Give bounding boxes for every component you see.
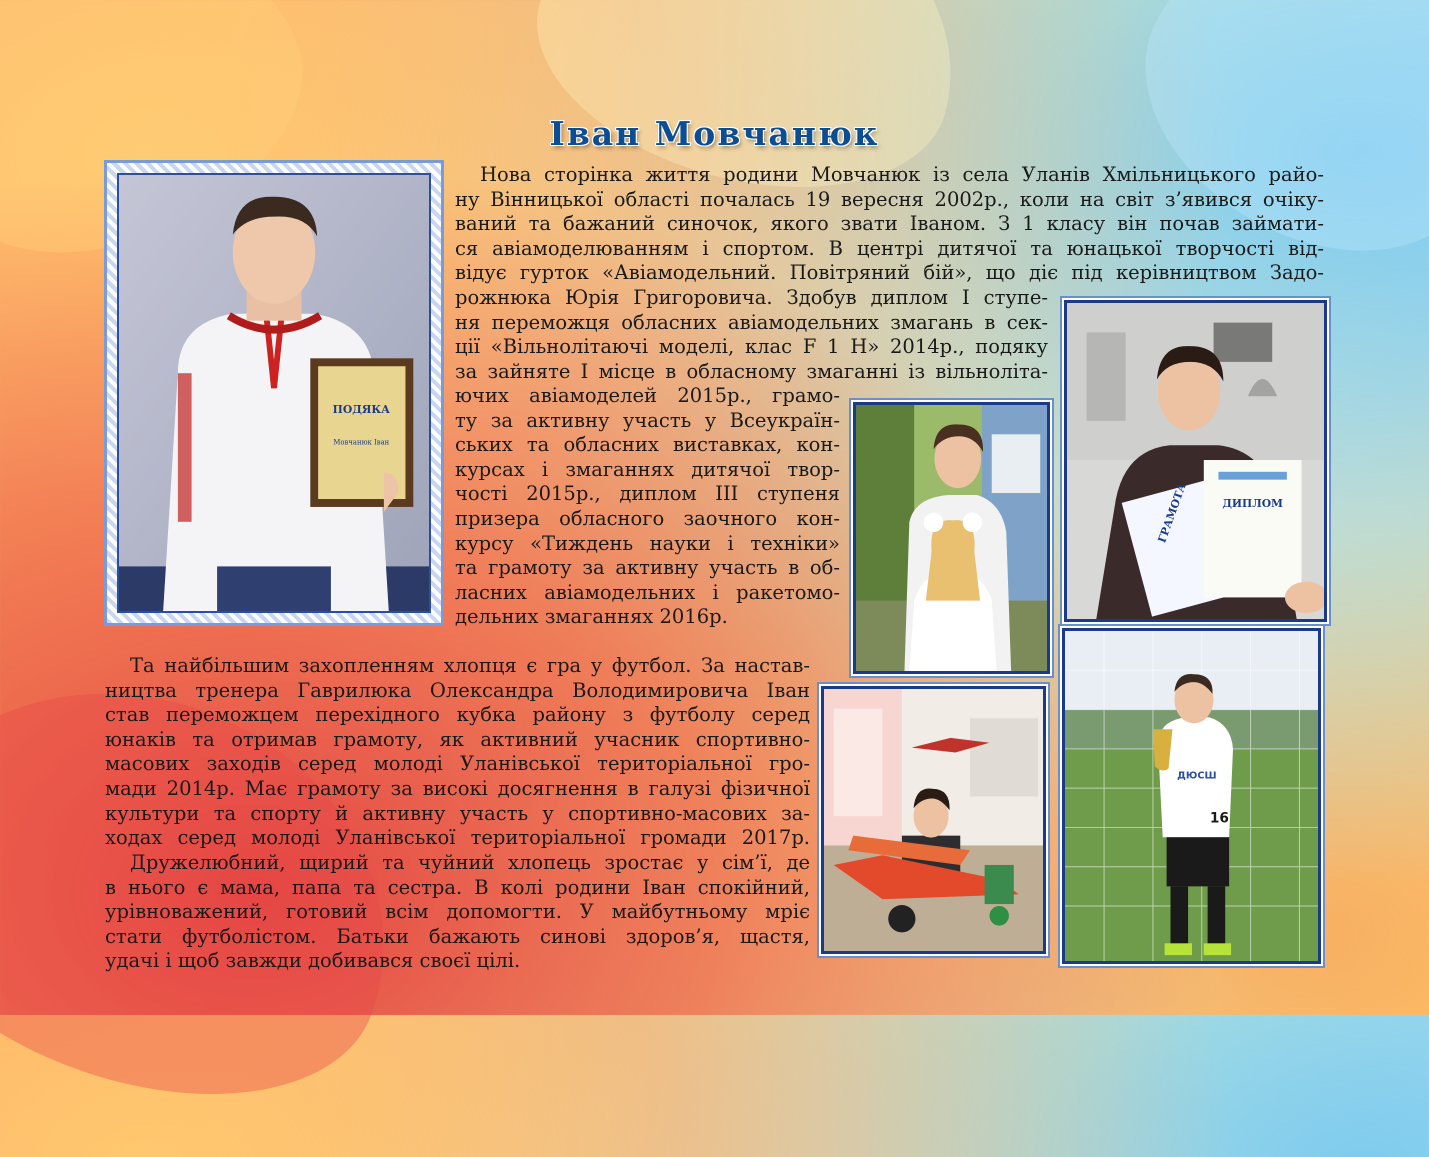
- text-line: курсах і змаганнях дитячої твор-: [455, 457, 840, 481]
- text-line: відує гурток «Авіамодельний. Повітряний бій», що діє під керівництвом Задо-: [455, 261, 1324, 285]
- text-line: Дружелюбний, щирий та чуйний хлопець зростає у сім’ї, де: [130, 851, 810, 874]
- text-line: масових заходів серед молоді Уланівської територіальної гро-: [105, 752, 810, 776]
- text-line: та грамоту за активну участь в об-: [455, 556, 840, 580]
- paragraph-2: [105, 654, 810, 851]
- text-line: ласних авіамодельних і ракетомо-: [455, 580, 840, 604]
- page-title: Іван Мовчанюк: [549, 114, 880, 154]
- text-line: культури та спорту й активну участь у спортивно-масових за-: [105, 801, 810, 825]
- plaque-heading: ПОДЯКА: [332, 402, 390, 416]
- paragraph-3: [105, 851, 810, 974]
- plaque-name: Мовчанюк Іван: [333, 438, 390, 447]
- text-line: призера обласного заочного кон-: [455, 506, 840, 530]
- photo-airplane-model: [821, 686, 1046, 954]
- portrait-photo: [119, 175, 429, 611]
- text-line: чості 2015р., диплом ІІІ ступеня: [455, 482, 840, 506]
- text-line: ня переможця обласних авіамодельних змагань в сек-: [455, 310, 1048, 334]
- text-line: ваний та бажаний синочок, якого звати Іваном. З 1 класу він почав займати-: [455, 212, 1324, 236]
- text-line: стати футболістом. Батьки бажають синові здоров’я, щастя,: [105, 924, 810, 948]
- text-line: ся авіамоделюванням і спортом. В центрі дитячої та юнацької творчості від-: [455, 236, 1324, 260]
- paragraph-1: [455, 163, 1324, 286]
- photo-with-sister: [853, 402, 1050, 674]
- text-line: ту за активну участь у Всеукраїн-: [455, 408, 840, 432]
- paragraph-1-cont-b: [455, 384, 840, 630]
- text-line: юнаків та отримав грамоту, як активний учасник спортивно-: [105, 727, 810, 751]
- text-line: курсу «Тиждень науки і техніки»: [455, 531, 840, 555]
- text-line: ництва тренера Гаврилюка Олександра Володимировича Іван: [105, 678, 810, 702]
- text-line: Та найбільшим захопленням хлопця є гра у футбол. За настав-: [130, 654, 810, 677]
- diploma-label: ДИПЛОМ: [1222, 497, 1283, 511]
- paragraph-1-cont-a: [455, 286, 1048, 384]
- text-line: мади 2014р. Має грамоту за високі досягнення в галузі фізичної: [105, 776, 810, 800]
- text-line: удачі і щоб завжди добивався своєї цілі.: [105, 949, 521, 973]
- text-line: Нова сторінка життя родини Мовчанюк із села Уланів Хмільницького райо-: [480, 163, 1324, 186]
- text-line: дельних змаганнях 2016р.: [455, 605, 728, 629]
- text-line: ну Вінницької області почалась 19 вересня 2002р., коли на світ з’явився очіку-: [455, 187, 1324, 211]
- photo-certificates: [1064, 300, 1327, 622]
- jersey-chest: ДЮСШ: [1177, 770, 1217, 782]
- text-line: рожнюка Юрія Григоровича. Здобув диплом І ступе-: [455, 286, 1048, 309]
- text-line: ції «Вільнолітаючі моделі, клас F 1 H» 2014р., подяку: [455, 335, 1048, 359]
- text-line: ських та обласних виставках, кон-: [455, 433, 840, 457]
- photo-football: [1062, 628, 1321, 964]
- text-line: за зайняте І місце в обласному змаганні із вільноліта-: [455, 359, 1048, 383]
- text-line: ходах серед молоді Уланівської територіальної громади 2017р.: [105, 826, 810, 850]
- text-line: ючих авіамоделей 2015р., грамо-: [455, 384, 840, 407]
- jersey-number: 16: [1209, 810, 1229, 827]
- portrait-frame: [104, 160, 444, 626]
- text-line: урівноважений, готовий всім допомогти. У майбутньому мріє: [105, 900, 810, 924]
- text-line: став переможцем перехідного кубка району з футболу серед: [105, 703, 810, 727]
- text-line: в нього є мама, папа та сестра. В колі родини Іван спокійний,: [105, 875, 810, 899]
- gramota-label: ГРАМОТА: [1155, 481, 1189, 545]
